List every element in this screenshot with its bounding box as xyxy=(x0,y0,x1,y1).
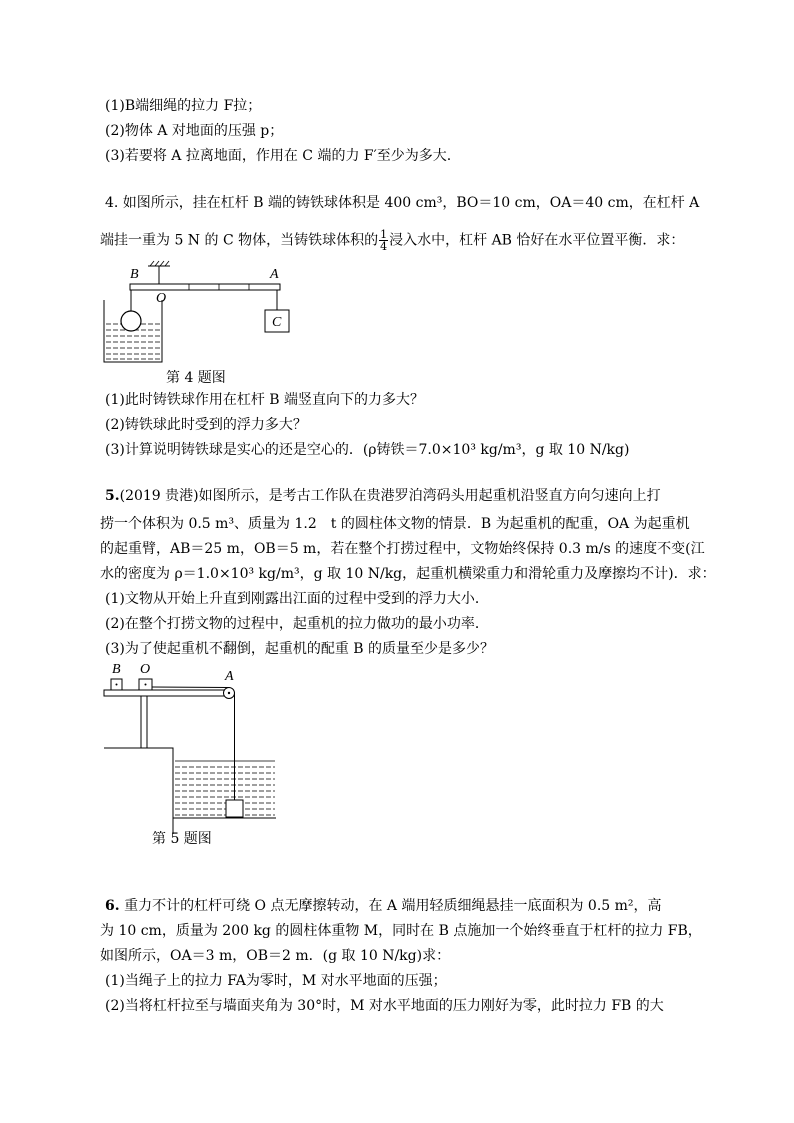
q4-part-2: (2)铸铁球此时受到的浮力多大？ xyxy=(105,417,307,433)
q6-part-1: (1)当绳子上的拉力 FA为零时，M 对水平地面的压强； xyxy=(105,973,447,989)
q6-part-2: (2)当将杠杆拉至与墙面夹角为 30°时，M 对水平地面的压力刚好为零，此时拉力 FB 的大 xyxy=(105,998,664,1014)
q5-stem-line-2: 捞一个体积为 0.5 m³、质量为 1.2 t 的圆柱体文物的情景．B 为起重机的配重，OA 为起重机 xyxy=(100,516,690,532)
q4-stem-line-2-post: 浸入水中，杠杆 AB 恰好在水平位置平衡．求： xyxy=(389,232,685,249)
q6-stem-line-1: 6. 重力不计的杠杆可绕 O 点无摩擦转动，在 A 端用轻质细绳悬挂一底面积为 0.5 m²，高 xyxy=(105,898,662,914)
q5-stem-line-4: 水的密度为 ρ＝1.0×10³ kg/m³，g 取 10 N/kg，起重机横梁重力和滑轮重力及摩擦均不计)．求： xyxy=(100,566,716,582)
q4-fraction: $\frac{1}{4}$ xyxy=(380,228,388,253)
q4-iron-ball xyxy=(121,311,141,331)
q3-part-2: (2)物体 A 对地面的压强 p； xyxy=(105,123,284,139)
q5-label-o: O xyxy=(140,662,151,677)
q3-part-1: (1)B端细绳的拉力 F拉； xyxy=(105,98,262,114)
q5-part-1: (1)文物从开始上升直到刚露出江面的过程中受到的浮力大小． xyxy=(105,591,489,607)
q4-stem-line-2-pre: 端挂一重为 5 N 的 C 物体，当铸铁球体积的 xyxy=(100,232,379,249)
q5-label-b: B xyxy=(112,662,121,677)
q4-label-b: B xyxy=(130,267,139,282)
q5-figure-caption: 第 5 题图 xyxy=(152,831,212,847)
q4-stem-line-2 xyxy=(100,229,684,252)
q4-label-a: A xyxy=(270,267,279,282)
q5-crane-diagram xyxy=(100,658,280,828)
q6-stem-line-3: 如图所示，OA＝3 m，OB＝2 m．(g 取 10 N/kg)求： xyxy=(100,948,451,964)
q6-stem-line-2: 为 10 cm，质量为 200 kg 的圆柱体重物 M，同时在 B 点施加一个始终垂直于杠杆的拉力 FB， xyxy=(100,923,702,939)
q5-boom xyxy=(104,690,232,696)
q4-lever-bar xyxy=(130,284,280,290)
q4-lever-diagram xyxy=(100,258,300,368)
q5-relic-block xyxy=(226,800,243,817)
q5-dock xyxy=(104,748,173,834)
q5-label-a: A xyxy=(225,669,234,684)
q5-part-2: (2)在整个打捞文物的过程中，起重机的拉力做功的最小功率． xyxy=(105,616,489,632)
q5-stem-line-1: 5.(2019 贵港)如图所示，是考古工作队在贵港罗泊湾码头用起重机沿竖直方向匀速向上打 xyxy=(105,488,661,504)
q4-part-3: (3)计算说明铸铁球是实心的还是空心的．(ρ铸铁＝7.0×10³ kg/m³，g 取 10 N/kg) xyxy=(105,442,630,458)
q4-stem-line-1: 4. 如图所示，挂在杠杆 B 端的铸铁球体积是 400 cm³，BO＝10 cm，OA＝40 cm，在杠杆 A xyxy=(105,195,700,211)
q4-label-c: C xyxy=(272,315,282,330)
q6-number: 6. xyxy=(105,898,120,914)
q5-number: 5. xyxy=(105,488,120,504)
q5-water xyxy=(175,761,275,815)
q4-part-1: (1)此时铸铁球作用在杠杆 B 端竖直向下的力多大？ xyxy=(105,392,425,408)
q5-part-3: (3)为了使起重机不翻倒，起重机的配重 B 的质量至少是多少？ xyxy=(105,641,495,657)
q3-part-3: (3)若要将 A 拉离地面，作用在 C 端的力 F′至少为多大. xyxy=(105,148,452,164)
q4-figure-caption: 第 4 题图 xyxy=(166,370,226,386)
q4-label-o: O xyxy=(156,291,167,306)
q5-stem-line-3: 的起重臂，AB＝25 m，OB＝5 m，若在整个打捞过程中，文物始终保持 0.3 m/s 的速度不变(江 xyxy=(100,541,705,557)
